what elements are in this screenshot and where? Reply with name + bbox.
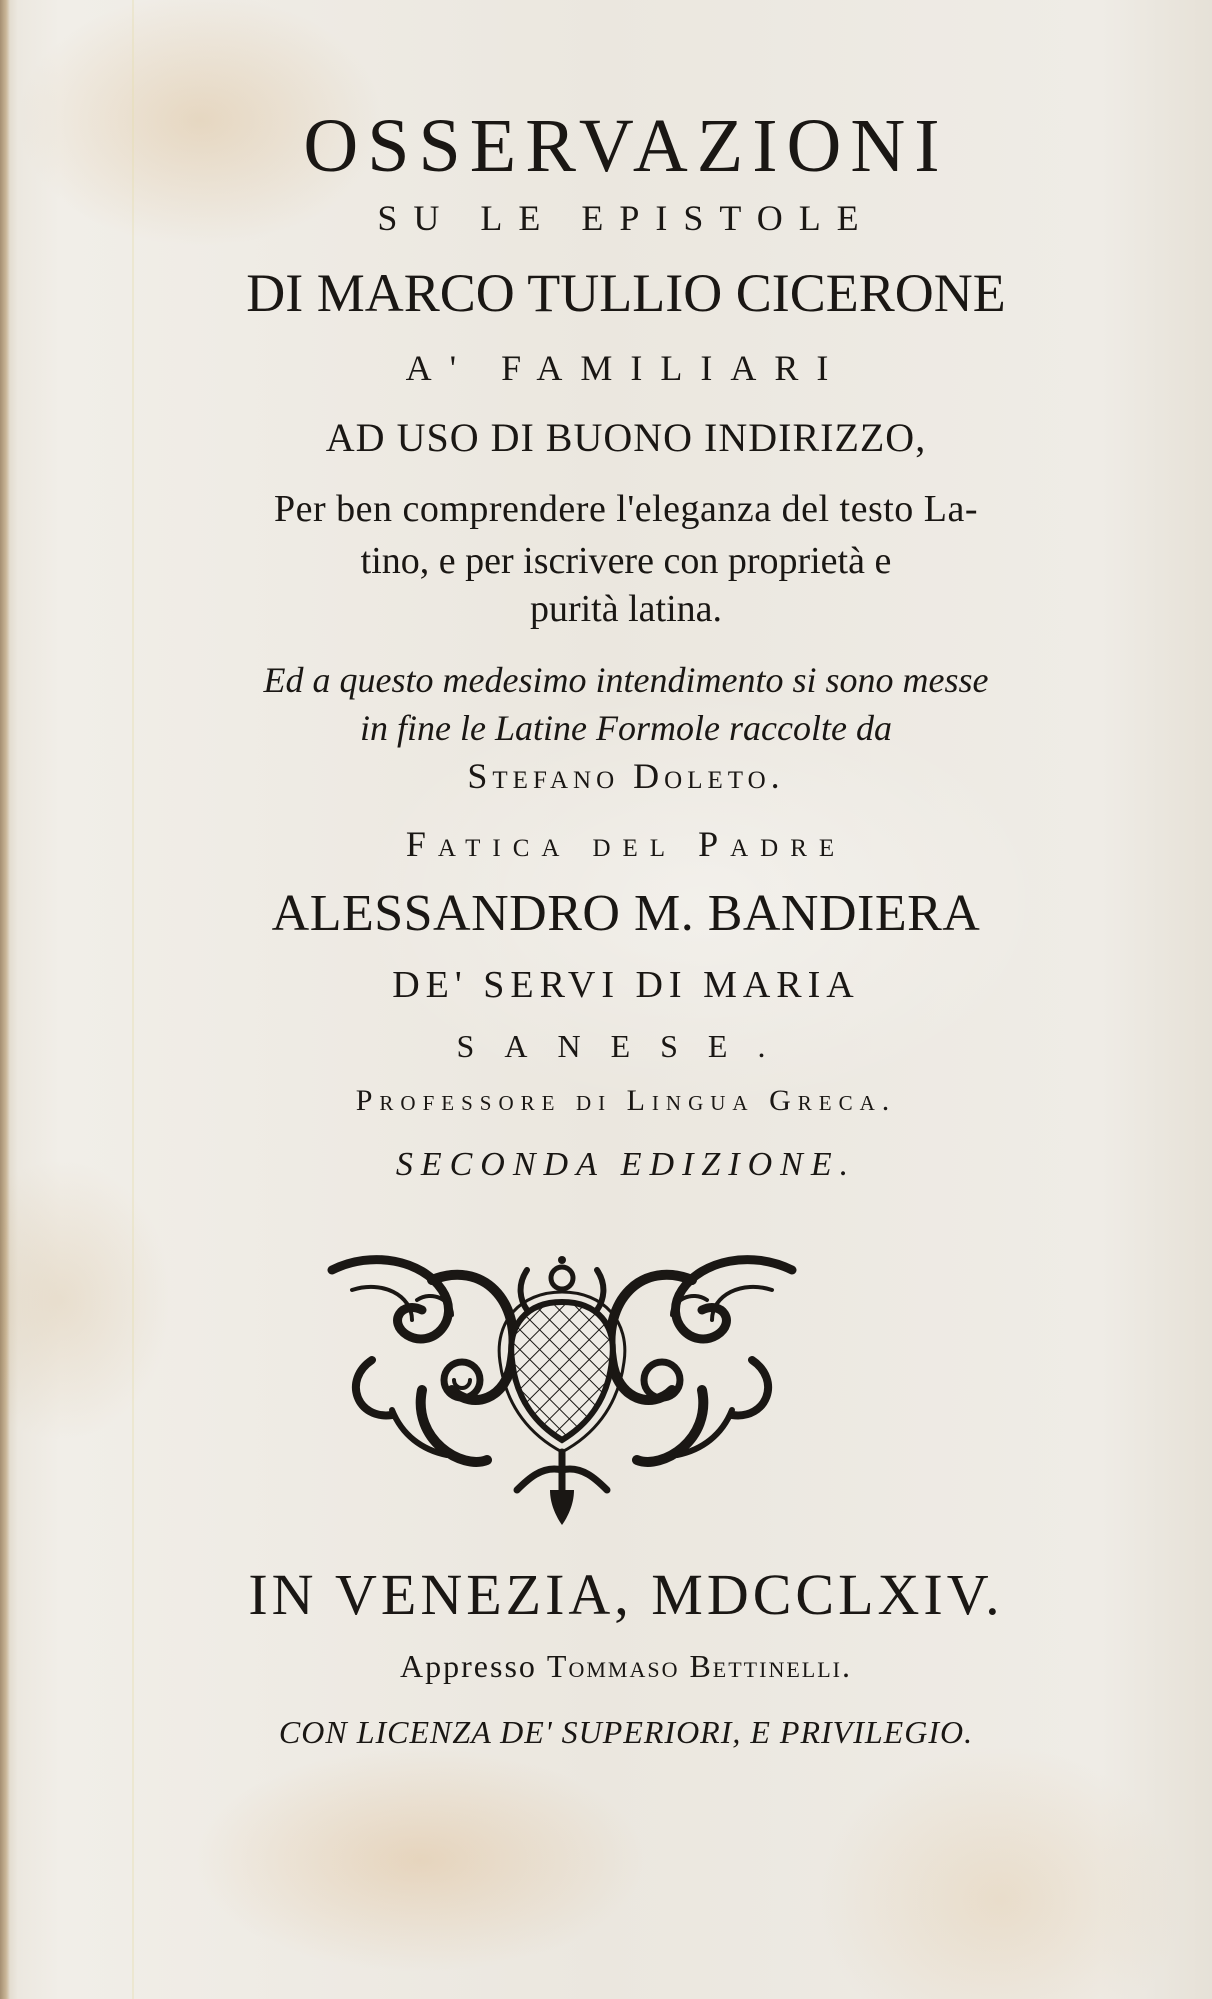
imprint-place-date: IN VENEZIA, MDCCLXIV. [248,1562,1004,1627]
page-spine-edge [0,0,10,1999]
subtitle-line-3: A' FAMILIARI [405,348,847,388]
imprint-printer-name: Tommaso Bettinelli. [546,1648,852,1684]
baroque-shield-ornament-icon [312,1240,812,1530]
author-order: DE' SERVI DI MARIA [392,964,860,1006]
author-origin: SANESE. [456,1028,796,1064]
author-position: Professore di Lingua Greca. [355,1084,897,1117]
appendix-line: Ed a questo medesimo intendimento si sono messe [263,660,989,700]
attribution-intro: Fatica del Padre [405,824,847,864]
imprint-printer-prefix: Appresso [400,1648,537,1684]
purpose-line: Per ben comprendere l'eleganza del testo La- [273,488,979,530]
purpose-line: purità latina. [529,588,723,630]
appendix-author: Stefano Doleto. [467,756,785,796]
purpose-line: tino, e per iscrivere con proprietà e [360,540,892,582]
imprint-printer-line [20,1650,1212,1682]
subtitle-line-2: DI MARCO TULLIO CICERONE [246,263,1006,323]
author-name: ALESSANDRO M. BANDIERA [271,885,981,942]
appendix-line: in fine le Latine Formole raccolte da [360,708,892,748]
edition-statement: SECONDA EDIZIONE. [395,1146,857,1183]
subtitle-line-1: SU LE EPISTOLE [377,198,875,238]
book-title: OSSERVAZIONI [303,104,949,188]
subtitle-line-4: AD USO DI BUONO INDIRIZZO, [325,415,927,460]
imprint-license: CON LICENZA DE' SUPERIORI, E PRIVILEGIO. [278,1714,974,1750]
